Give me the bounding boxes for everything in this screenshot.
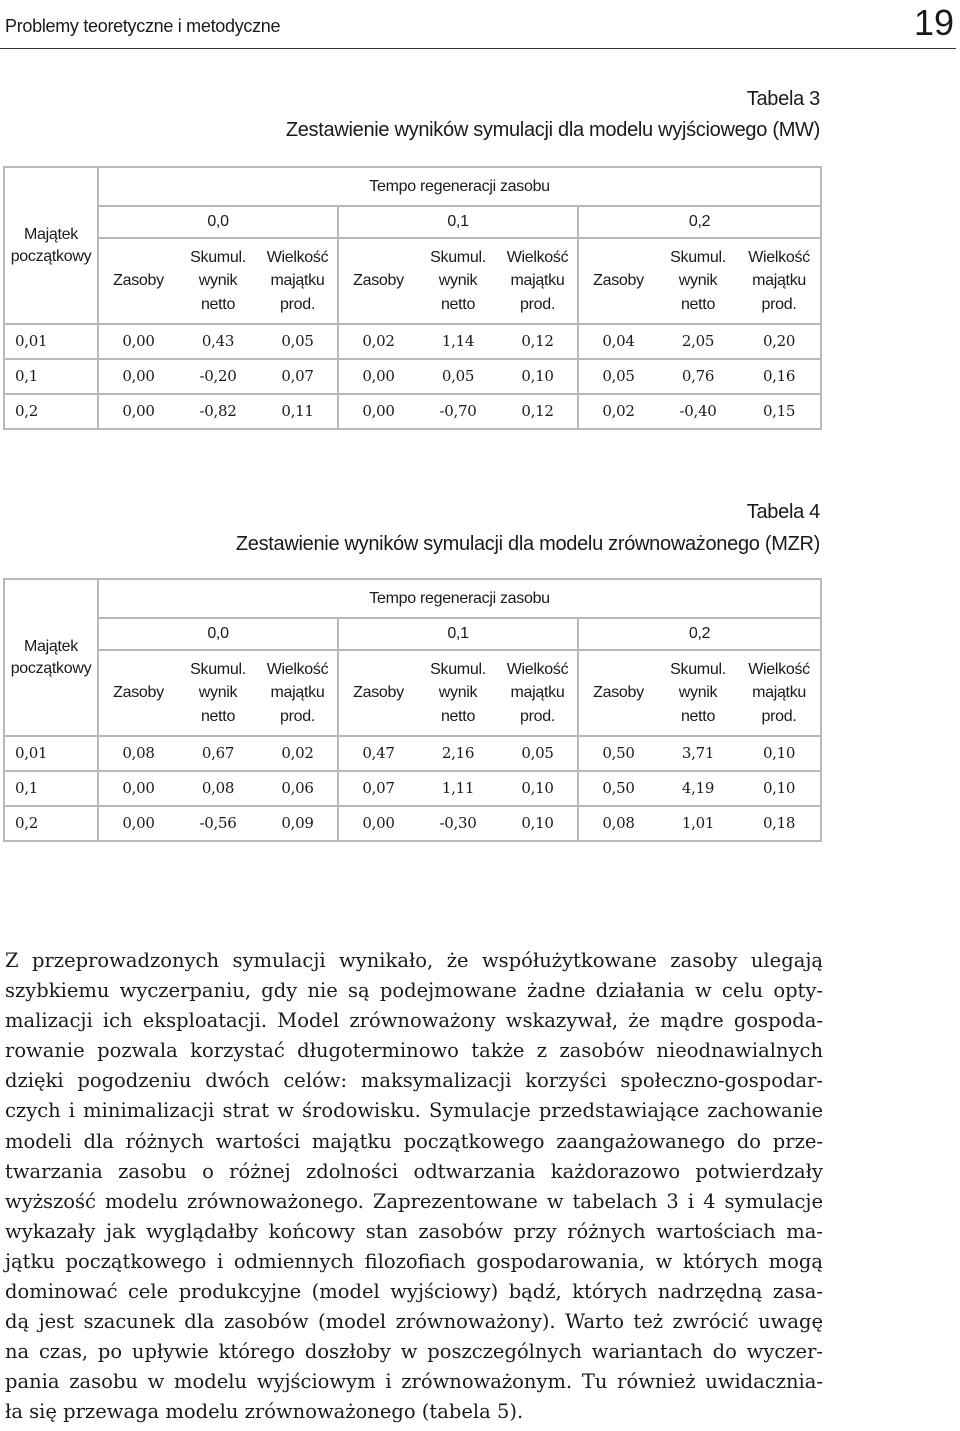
subheader-wielkosc: Wielkość majątku prod.	[738, 238, 821, 324]
value-cell: 0,50	[578, 771, 658, 806]
value-cell: 0,05	[418, 359, 498, 394]
table4	[3, 578, 822, 842]
row-label-cell: 0,2	[4, 394, 98, 429]
running-title: Problemy teoretyczne i metodyczne	[5, 16, 281, 36]
subheader-zasoby: Zasoby	[578, 650, 658, 736]
subheader-wielkosc: Wielkość majątku prod.	[258, 650, 338, 736]
value-cell: 0,10	[738, 736, 821, 771]
row-label-cell: 0,2	[4, 806, 98, 841]
header-row-rates	[4, 618, 821, 650]
paragraph-line: rowanie pozwala korzystać długoterminowo także z zasobów nieodnawialnych	[5, 1039, 823, 1063]
value-cell: 0,02	[338, 324, 418, 359]
paragraph-line: Z przeprowadzonych symulacji wynikało, że współużytkowane zasoby ulegają	[5, 949, 823, 972]
value-cell: 0,10	[498, 771, 578, 806]
row-label-cell: 0,1	[4, 771, 98, 806]
value-cell: 0,08	[578, 806, 658, 841]
value-cell: 0,00	[338, 394, 418, 429]
value-cell: 0,00	[338, 806, 418, 841]
subheader-wielkosc: Wielkość majątku prod.	[258, 238, 338, 324]
value-cell: -0,40	[658, 394, 738, 429]
subheader-zasoby: Zasoby	[98, 238, 178, 324]
value-cell: 2,16	[418, 736, 498, 771]
value-cell: 1,01	[658, 806, 738, 841]
subheader-wynik: Skumul. wynik netto	[658, 650, 738, 736]
value-cell: 0,00	[98, 806, 178, 841]
rate-header: 0,1	[338, 618, 578, 650]
value-cell: 0,50	[578, 736, 658, 771]
value-cell: 0,18	[738, 806, 821, 841]
value-cell: 0,15	[738, 394, 821, 429]
value-cell: -0,20	[178, 359, 258, 394]
subheader-zasoby: Zasoby	[338, 650, 418, 736]
subheader-wielkosc: Wielkość majątku prod.	[498, 238, 578, 324]
table-row	[4, 359, 821, 394]
rate-header: 0,2	[578, 206, 821, 238]
value-cell: 0,43	[178, 324, 258, 359]
table4-caption-number: Tabela 4	[746, 501, 820, 523]
paragraph-line: jątku początkowego i odmiennych filozofiach gospodarowania, w których mogą	[5, 1249, 823, 1273]
value-cell: 0,04	[578, 324, 658, 359]
tempo-header: Tempo regeneracji zasobu	[98, 579, 821, 618]
tempo-header: Tempo regeneracji zasobu	[98, 167, 821, 206]
header-row-sub	[4, 650, 821, 736]
value-cell: 0,76	[658, 359, 738, 394]
rate-header: 0,0	[98, 206, 338, 238]
rate-header: 0,2	[578, 618, 821, 650]
value-cell: 0,02	[578, 394, 658, 429]
row-label-cell: 0,01	[4, 324, 98, 359]
value-cell: 0,05	[578, 359, 658, 394]
value-cell: 0,12	[498, 394, 578, 429]
table-row	[4, 736, 821, 771]
rate-header: 0,0	[98, 618, 338, 650]
paragraph-line: wyższość modelu zrównoważonego. Zaprezentowane w tabelach 3 i 4 symulacje	[5, 1189, 823, 1213]
page-number: 19	[913, 2, 954, 43]
header-row-group	[4, 167, 821, 206]
table3	[3, 166, 822, 430]
value-cell: 0,67	[178, 736, 258, 771]
value-cell: 0,05	[258, 324, 338, 359]
paragraph-line: dzięki pogodzeniu dwóch celów: maksymalizacji korzyści społeczno-gospodar-	[5, 1069, 823, 1093]
value-cell: 0,00	[338, 359, 418, 394]
body-paragraph	[5, 946, 823, 1428]
value-cell: 0,10	[498, 806, 578, 841]
value-cell: 0,08	[98, 736, 178, 771]
value-cell: 0,00	[98, 394, 178, 429]
subheader-zasoby: Zasoby	[578, 238, 658, 324]
paragraph-line: malizacji ich eksploatacji. Model zrównoważony wskazywał, że mądre gospoda-	[5, 1009, 823, 1033]
row-label-cell: 0,1	[4, 359, 98, 394]
page-header	[0, 0, 958, 48]
paragraph-line: dą jest szacunek dla zasobów (model zrównoważony). Warto też zwrócić uwagę	[5, 1310, 823, 1334]
header-rule	[0, 48, 956, 49]
value-cell: -0,30	[418, 806, 498, 841]
value-cell: 0,00	[98, 771, 178, 806]
table-row	[4, 771, 821, 806]
paragraph-line: modeli dla różnych wartości majątku początkowego zaangażowanego do prze-	[5, 1129, 823, 1153]
value-cell: 4,19	[658, 771, 738, 806]
paragraph-line: ła się przewaga modelu zrównoważonego (tabela 5).	[5, 1400, 524, 1424]
value-cell: 0,08	[178, 771, 258, 806]
value-cell: 0,11	[258, 394, 338, 429]
paragraph-line: wykazały jak wyglądałby końcowy stan zasobów przy różnych wartościach ma-	[5, 1219, 823, 1243]
value-cell: 0,05	[498, 736, 578, 771]
value-cell: 0,07	[258, 359, 338, 394]
value-cell: 0,06	[258, 771, 338, 806]
paragraph-line: na czas, po upływie którego doszłoby w poszczególnych wariantach do wyczer-	[5, 1340, 823, 1364]
value-cell: 0,02	[258, 736, 338, 771]
majatek-header: Majątek początkowy	[4, 167, 98, 324]
table-row	[4, 394, 821, 429]
table3-caption-number: Tabela 3	[746, 88, 820, 110]
subheader-wynik: Skumul. wynik netto	[418, 238, 498, 324]
subheader-wynik: Skumul. wynik netto	[178, 238, 258, 324]
value-cell: 0,00	[98, 359, 178, 394]
header-row-group	[4, 579, 821, 618]
subheader-wynik: Skumul. wynik netto	[418, 650, 498, 736]
value-cell: 1,14	[418, 324, 498, 359]
paragraph-line: dominować cele produkcyjne (model wyjściowy) bądź, których nadrzędną zasa-	[5, 1280, 823, 1304]
table-row	[4, 806, 821, 841]
value-cell: 0,00	[98, 324, 178, 359]
subheader-wynik: Skumul. wynik netto	[178, 650, 258, 736]
table4-caption-title: Zestawienie wyników symulacji dla modelu zrównoważonego (MZR)	[235, 533, 820, 555]
value-cell: -0,82	[178, 394, 258, 429]
table-row	[4, 324, 821, 359]
subheader-zasoby: Zasoby	[98, 650, 178, 736]
table3-caption-title: Zestawienie wyników symulacji dla modelu wyjściowego (MW)	[285, 119, 820, 141]
subheader-wynik: Skumul. wynik netto	[658, 238, 738, 324]
row-label-cell: 0,01	[4, 736, 98, 771]
value-cell: 0,10	[738, 771, 821, 806]
value-cell: 0,12	[498, 324, 578, 359]
paragraph-line: twarzania zasobu o różnej zdolności odtwarzania każdorazowo potwierdzały	[5, 1159, 823, 1183]
value-cell: 0,20	[738, 324, 821, 359]
value-cell: 0,09	[258, 806, 338, 841]
paragraph-line: szybkiemu wyczerpaniu, gdy nie są podejmowane żadne działania w celu opty-	[5, 979, 823, 1003]
subheader-wielkosc: Wielkość majątku prod.	[738, 650, 821, 736]
value-cell: 0,07	[338, 771, 418, 806]
value-cell: 0,47	[338, 736, 418, 771]
subheader-zasoby: Zasoby	[338, 238, 418, 324]
header-row-rates	[4, 206, 821, 238]
paragraph-line: czych i minimalizacji strat w środowisku. Symulacje przedstawiające zachowanie	[5, 1099, 823, 1123]
value-cell: 0,10	[498, 359, 578, 394]
subheader-wielkosc: Wielkość majątku prod.	[498, 650, 578, 736]
majatek-header: Majątek początkowy	[4, 579, 98, 736]
value-cell: -0,70	[418, 394, 498, 429]
value-cell: -0,56	[178, 806, 258, 841]
paragraph-line: pania zasobu w modelu wyjściowym i zrównoważonym. Tu również uwidacznia-	[5, 1370, 823, 1394]
header-row-sub	[4, 238, 821, 324]
value-cell: 1,11	[418, 771, 498, 806]
value-cell: 2,05	[658, 324, 738, 359]
value-cell: 3,71	[658, 736, 738, 771]
rate-header: 0,1	[338, 206, 578, 238]
value-cell: 0,16	[738, 359, 821, 394]
